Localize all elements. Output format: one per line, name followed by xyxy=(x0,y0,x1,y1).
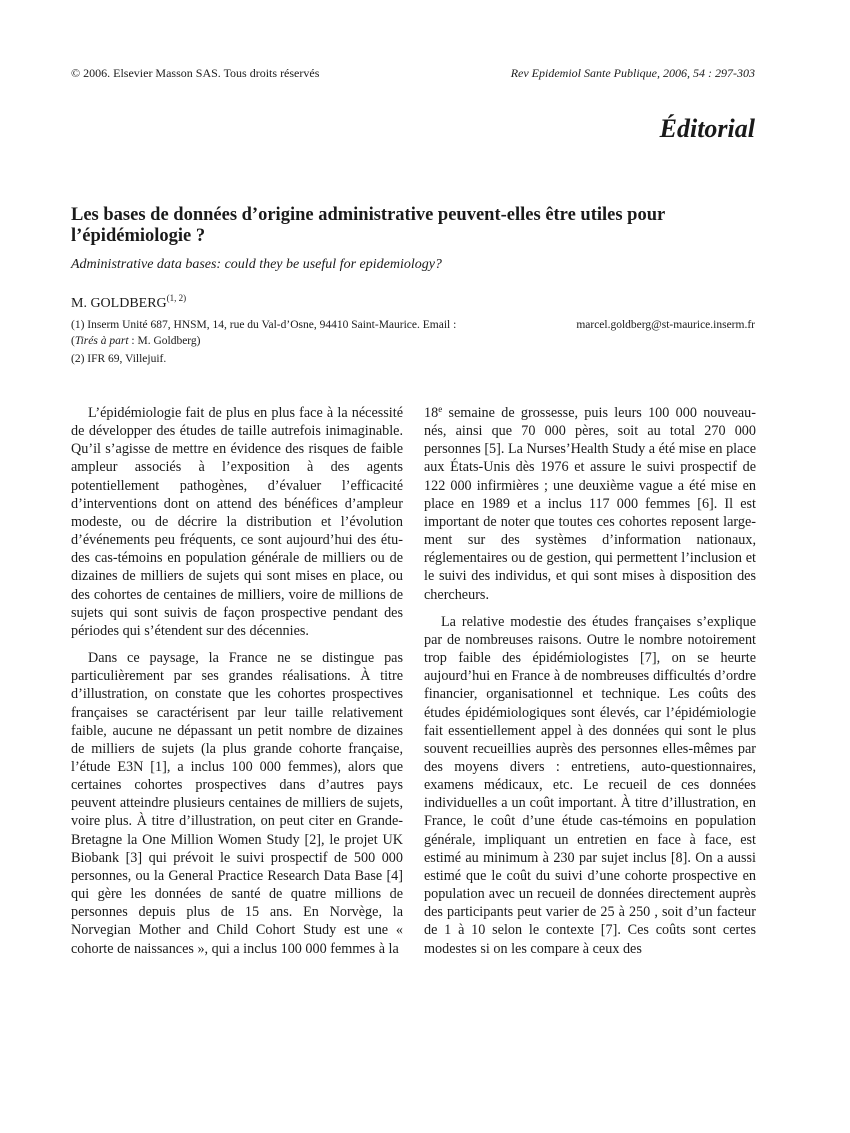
author-email[interactable]: marcel.goldberg@st-maurice.inserm.fr xyxy=(576,319,755,331)
journal-citation: Rev Epidemiol Sante Publique, 2006, 54 : 297-303 xyxy=(510,66,755,80)
paragraph xyxy=(424,404,756,604)
author-name: M. GOLDBERG xyxy=(71,296,167,311)
paragraph: L’épidémiologie fait de plus en plus face à la nécessité de développer des études de taille autrefois inimaginable. Qu’il s’agisse de mettre en évidence des risques de faible ampleur associés à l’exposition à des agents potentiellement pathogènes, d’évaluer l’efficacité d’interventions dont on attend des bénéfices d’ampleur modeste, ou de décrire la distribution et l’évolution d’événements peu fréquents, ce sont aujourd’hui des études cas-témoins en population générale de milliers ou de dizaines de milliers de sujets qui sont mises en place, ou des cohortes de centaines de milliers, voire de millions de sujets qui sont suivis de façon prospective pendant des périodes qui s’étendent sur des décennies. xyxy=(71,405,403,639)
reprints-name: : M. Goldberg) xyxy=(128,335,201,347)
copyright-notice: © 2006. Elsevier Masson SAS. Tous droits réservés xyxy=(71,66,320,80)
affiliation-2: (2) IFR 69, Villejuif. xyxy=(71,353,167,365)
ordinal-number: 18 xyxy=(424,405,439,421)
paragraph: Dans ce paysage, la France ne se distingue pas particulièrement par ses grandes réalisations. À titre d’illustration, on constate que les cohortes prospectives françaises se caractérisent par leur taille relativement faible, aucune ne dépassant un petit nombre de dizaines de milliers de sujets (la plus grande cohorte française, l’étude E3N [1], a inclus 100 000 femmes), alors que certaines cohortes prospectives dans d’autres pays peuvent atteindre plusieurs centaines de milliers de sujets, voire plus. À titre d’illustration, on peut citer en Grande-Bretagne la One Million Women Study [2], le projet UK Biobank [3] qui prévoit le suivi prospectif de 500 000 personnes, ou la General Practice Research Data Base [4] qui gère les données de santé de quatre millions de personnes depuis plus de 15 ans. En Norvège, la Norvegian Mother and Child Cohort Study est une « cohorte de naissances », qui a inclus 100 000 femmes à la xyxy=(71,650,403,957)
paragraph: La relative modestie des études françaises s’explique par de nombreuses raisons. Outre le nombre notoirement trop faible des épidémiologistes [7], on se heurte aujourd’hui en France à de nombreuses difficultés d’ordre financier, organisationnel et technique. Les coûts des études épidémiologiques sont élevés, car l’épidémiologie fait essentiellement appel à des données qui sont le plus souvent recueillies auprès des personnes elles-mêmes par des moyens divers : entretiens, auto-questionnaires, examens médicaux, etc. Le recueil de ces données individuelles a un coût important. À titre d’illustration, en France, le coût d’une étude cas-témoins en population générale, impliquant un entretien en face à face, est estimé au minimum à 230 par sujet inclus [8]. On a aussi estimé que le coût du suivi d’une cohorte prospective en population avec un recueil de données directement auprès des participants peut varier de 25 à 250 , soit d’un facteur de 1 à 10 selon le contexte [7]. Ces coûts sont certes modestes si on les compare à ceux des xyxy=(424,613,756,957)
section-label: Éditorial xyxy=(659,114,755,143)
article-subtitle: Administrative data bases: could they be useful for epidemiology? xyxy=(71,257,442,272)
ordinal-suffix: e xyxy=(438,404,443,414)
running-head xyxy=(71,66,755,80)
body-column-right xyxy=(424,404,756,967)
body-column-left xyxy=(71,404,403,967)
article-title: Les bases de données d’origine administrative peuvent-elles être utiles pour l’épidémiologie ? xyxy=(71,205,665,246)
author-affil-refs: (1, 2) xyxy=(166,293,187,303)
paragraph-text: semaine de grossesse, puis leurs 100 000 nouveau-nés, ainsi que 70 000 pères, soit au total 270 000 personnes [5]. La Nurses’Health Study a été mise en place aux États-Unis dès 1976 et assure le suivi prospectif de 122 000 infirmières ; une deuxième vague a été mise en place en 1989 et a inclus 117 000 femmes [6]. Il est important de noter que toutes ces cohortes reposent largement sur des systèmes d’information nationaux, réglementaires ou de gestion, qui permettent l’inclusion et le suivi des individus, et qui sont mises à disposition des chercheurs. xyxy=(424,405,756,603)
reprints-label: Tirés à part xyxy=(74,335,129,347)
reprints-line: (Tirés à part : M. Goldberg) xyxy=(71,335,201,347)
affiliation-1-org: (1) Inserm Unité 687, HNSM, 14, rue du Val-d’Osne, 94410 Saint-Maurice. Email : xyxy=(71,319,457,331)
affiliation-1 xyxy=(71,318,755,332)
author-line xyxy=(71,290,186,312)
